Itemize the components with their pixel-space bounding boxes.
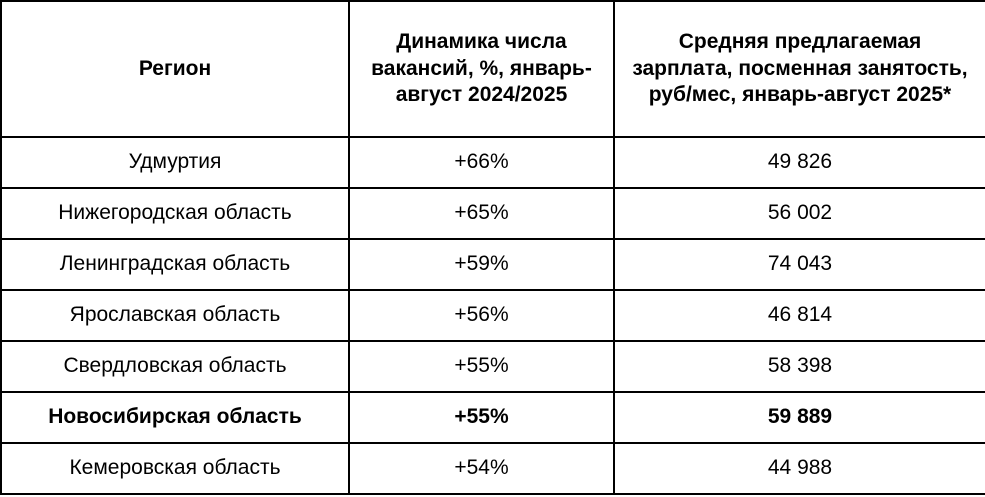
cell-salary: 56 002 — [614, 188, 985, 239]
cell-salary: 44 988 — [614, 443, 985, 494]
cell-dynamics: +66% — [349, 137, 614, 188]
cell-region: Ленинградская область — [1, 239, 349, 290]
column-header-dynamics: Динамика числа вакансий, %, январь-август 2024/2025 — [349, 1, 614, 137]
cell-region: Удмуртия — [1, 137, 349, 188]
table-row-highlighted — [1, 392, 985, 443]
cell-dynamics: +56% — [349, 290, 614, 341]
table-header — [1, 1, 985, 137]
cell-region: Ярославская область — [1, 290, 349, 341]
cell-dynamics: +55% — [349, 392, 614, 443]
cell-region: Свердловская область — [1, 341, 349, 392]
table-row — [1, 239, 985, 290]
cell-region: Кемеровская область — [1, 443, 349, 494]
column-header-salary: Средняя предлагаемая зарплата, посменная занятость, руб/мес, январь-август 2025* — [614, 1, 985, 137]
table-body — [1, 137, 985, 494]
cell-salary: 46 814 — [614, 290, 985, 341]
cell-dynamics: +55% — [349, 341, 614, 392]
cell-dynamics: +65% — [349, 188, 614, 239]
table-row — [1, 443, 985, 494]
cell-salary: 74 043 — [614, 239, 985, 290]
cell-dynamics: +54% — [349, 443, 614, 494]
cell-dynamics: +59% — [349, 239, 614, 290]
table-header-row — [1, 1, 985, 137]
cell-region: Нижегородская область — [1, 188, 349, 239]
cell-salary: 59 889 — [614, 392, 985, 443]
cell-region: Новосибирская область — [1, 392, 349, 443]
table-row — [1, 341, 985, 392]
cell-salary: 58 398 — [614, 341, 985, 392]
cell-salary: 49 826 — [614, 137, 985, 188]
table-row — [1, 137, 985, 188]
table-row — [1, 290, 985, 341]
table-row — [1, 188, 985, 239]
column-header-region: Регион — [1, 1, 349, 137]
